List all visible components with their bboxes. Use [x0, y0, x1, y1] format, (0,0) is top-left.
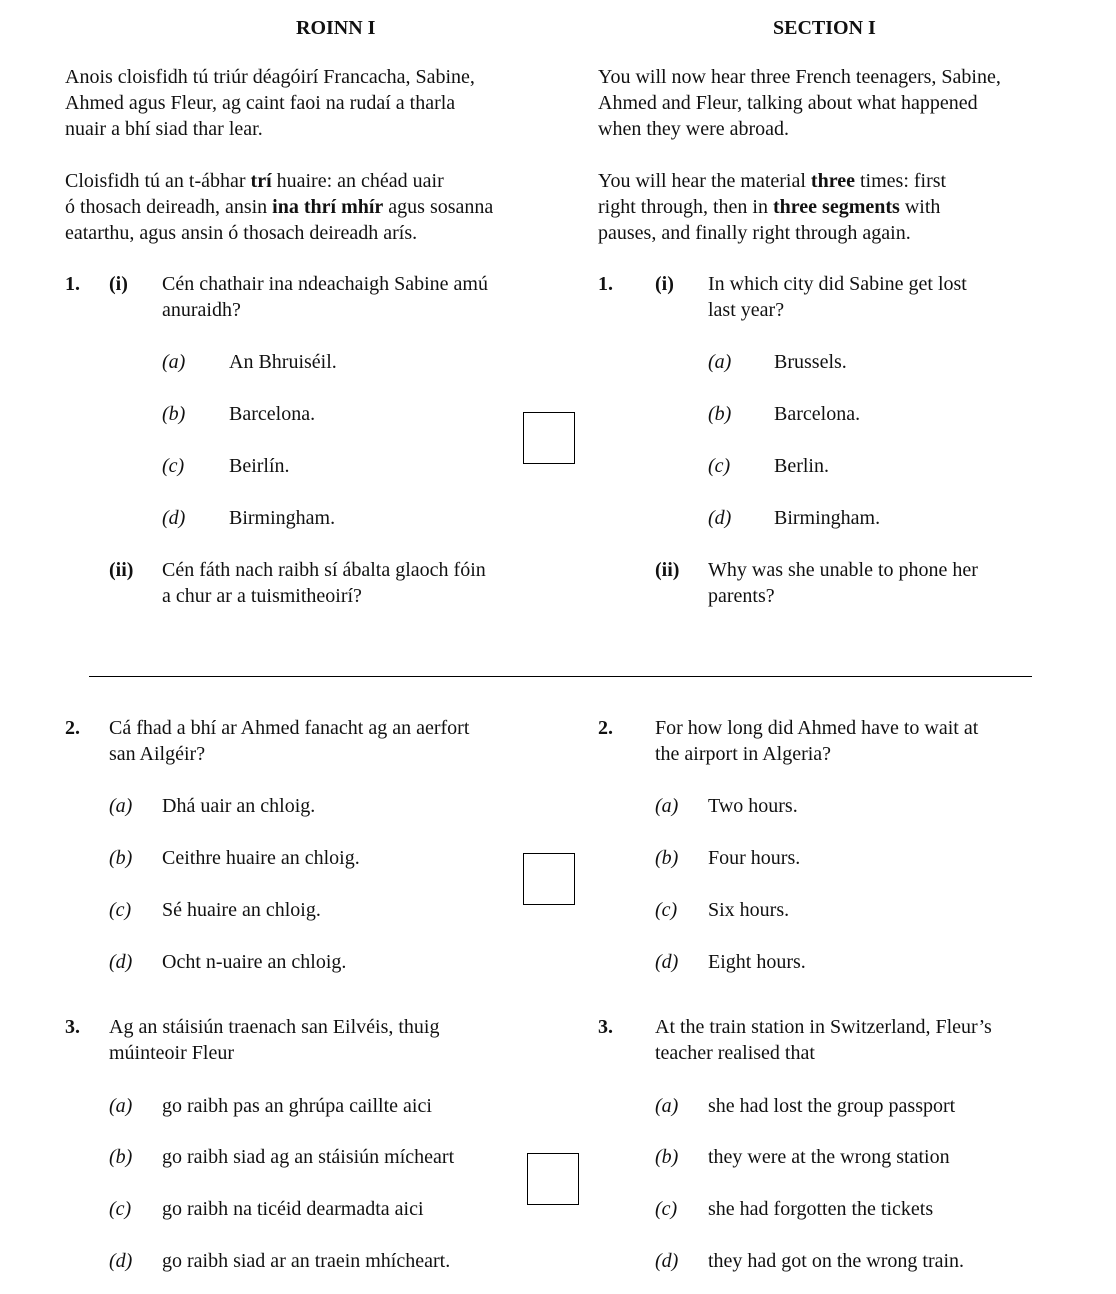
irish-q2-number: 2. [65, 717, 80, 739]
instr-text: Cloisfidh tú an t-ábhar [65, 170, 251, 192]
instr-text: huaire: an chéad uair [271, 170, 444, 192]
irish-q3-option-text: go raibh siad ar an traein mhícheart. [162, 1250, 451, 1272]
irish-q2-option-letter: (b) [109, 847, 133, 869]
irish-q3-question-line: Ag an stáisiún traenach san Eilvéis, thuig [109, 1016, 440, 1038]
english-q3-question-line: At the train station in Switzerland, Fleur’s [655, 1016, 992, 1038]
q2-answer-box[interactable] [523, 853, 575, 905]
irish-q1-number: 1. [65, 273, 80, 295]
english-q2-option-text: Eight hours. [708, 951, 806, 973]
irish-q2-question-line: Cá fhad a bhí ar Ahmed fanacht ag an aerfort [109, 717, 470, 739]
irish-q1-option-text: An Bhruiséil. [229, 351, 337, 373]
instr-text: right through, then in [598, 196, 773, 218]
irish-q1-part-ii-label: (ii) [109, 559, 134, 581]
english-section-heading: SECTION I [773, 17, 876, 39]
instr-emphasis: trí [250, 170, 272, 192]
english-intro-line: Ahmed and Fleur, talking about what happened [598, 92, 978, 114]
english-instructions-line-3: pauses, and finally right through again. [598, 222, 911, 244]
english-q2-option-letter: (a) [655, 795, 679, 817]
irish-q2-question-line: san Ailgéir? [109, 743, 206, 765]
irish-intro-line: Ahmed agus Fleur, ag caint faoi na rudaí a tharla [65, 92, 456, 114]
english-q1-option-letter: (a) [708, 351, 732, 373]
english-q3-number: 3. [598, 1016, 613, 1038]
q1-answer-box[interactable] [523, 412, 575, 464]
irish-q3-question-line: múinteoir Fleur [109, 1042, 234, 1064]
english-q2-number: 2. [598, 717, 613, 739]
irish-instructions-line-3: eatarthu, agus ansin ó thosach deireadh arís. [65, 222, 418, 244]
english-q2-option-letter: (d) [655, 951, 679, 973]
irish-q3-option-text: go raibh pas an ghrúpa caillte aici [162, 1095, 432, 1117]
irish-q3-option-text: go raibh siad ag an stáisiún mícheart [162, 1146, 455, 1168]
english-q1-option-text: Barcelona. [774, 403, 861, 425]
english-q2-option-text: Four hours. [708, 847, 801, 869]
irish-q2-option-text: Dhá uair an chloig. [162, 795, 316, 817]
english-q1-option-text: Birmingham. [774, 507, 881, 529]
q3-answer-box[interactable] [527, 1153, 579, 1205]
english-q3-option-letter: (c) [655, 1198, 678, 1220]
english-q3-option-letter: (a) [655, 1095, 679, 1117]
irish-q1-option-letter: (b) [162, 403, 186, 425]
english-q1-part-ii-line: Why was she unable to phone her [708, 559, 978, 581]
irish-intro-line: nuair a bhí siad thar lear. [65, 118, 263, 140]
english-q2-option-letter: (c) [655, 899, 678, 921]
instr-emphasis: three segments [772, 196, 900, 218]
instr-emphasis: ina thrí mhír [272, 196, 384, 218]
english-instructions-line-2 [598, 194, 940, 220]
irish-q3-number: 3. [65, 1016, 80, 1038]
irish-intro-line: Anois cloisfidh tú triúr déagóirí Francacha, Sabine, [65, 66, 475, 88]
irish-section-heading: ROINN I [296, 17, 376, 39]
irish-q1-part-ii-line: a chur ar a tuismitheoirí? [162, 585, 362, 607]
irish-q2-option-text: Ceithre huaire an chloig. [162, 847, 360, 869]
instr-text: agus sosanna [383, 196, 494, 218]
english-q1-number: 1. [598, 273, 613, 295]
english-q1-part-i-label: (i) [655, 273, 674, 295]
english-q1-part-i-line: In which city did Sabine get lost [708, 273, 967, 295]
section-divider [89, 676, 1032, 677]
english-q3-option-text: they were at the wrong station [708, 1146, 950, 1168]
instr-text: with [899, 196, 941, 218]
irish-q3-option-letter: (c) [109, 1198, 132, 1220]
irish-q1-option-letter: (c) [162, 455, 185, 477]
irish-q2-option-letter: (d) [109, 951, 133, 973]
irish-q2-option-text: Sé huaire an chloig. [162, 899, 321, 921]
irish-q1-part-i-line: anuraidh? [162, 299, 241, 321]
english-q1-option-text: Brussels. [774, 351, 847, 373]
irish-q2-option-letter: (a) [109, 795, 133, 817]
english-q1-option-letter: (b) [708, 403, 732, 425]
english-q3-option-text: she had lost the group passport [708, 1095, 956, 1117]
english-q1-option-letter: (d) [708, 507, 732, 529]
english-q1-part-i-line: last year? [708, 299, 785, 321]
english-intro-line: You will now hear three French teenagers, Sabine, [598, 66, 1001, 88]
irish-q3-option-letter: (d) [109, 1250, 133, 1272]
irish-q1-part-ii-line: Cén fáth nach raibh sí ábalta glaoch fóin [162, 559, 486, 581]
english-q2-option-text: Six hours. [708, 899, 790, 921]
english-q3-option-text: they had got on the wrong train. [708, 1250, 965, 1272]
english-q1-option-text: Berlin. [774, 455, 829, 477]
irish-instructions-line-1 [65, 168, 444, 194]
english-q3-option-letter: (d) [655, 1250, 679, 1272]
english-q2-question-line: For how long did Ahmed have to wait at [655, 717, 979, 739]
instr-text: times: first [854, 170, 947, 192]
english-q3-option-letter: (b) [655, 1146, 679, 1168]
irish-q1-part-i-line: Cén chathair ina ndeachaigh Sabine amú [162, 273, 488, 295]
irish-q3-option-letter: (a) [109, 1095, 133, 1117]
irish-q1-option-letter: (a) [162, 351, 186, 373]
irish-q3-option-letter: (b) [109, 1146, 133, 1168]
instr-text: You will hear the material [598, 170, 811, 192]
instr-text: ó thosach deireadh, ansin [65, 196, 273, 218]
english-intro-line: when they were abroad. [598, 118, 790, 140]
irish-q1-option-text: Barcelona. [229, 403, 316, 425]
irish-q1-option-text: Beirlín. [229, 455, 290, 477]
english-q1-part-ii-line: parents? [708, 585, 775, 607]
irish-instructions-line-2 [65, 194, 493, 220]
irish-q3-option-text: go raibh na ticéid dearmadta aici [162, 1198, 424, 1220]
english-q3-question-line: teacher realised that [655, 1042, 815, 1064]
english-q1-option-letter: (c) [708, 455, 731, 477]
english-instructions-line-1 [598, 168, 946, 194]
english-q2-option-text: Two hours. [708, 795, 798, 817]
english-q1-part-ii-label: (ii) [655, 559, 680, 581]
english-q2-option-letter: (b) [655, 847, 679, 869]
irish-q1-option-letter: (d) [162, 507, 186, 529]
irish-q2-option-text: Ocht n-uaire an chloig. [162, 951, 347, 973]
irish-q1-option-text: Birmingham. [229, 507, 336, 529]
english-q3-option-text: she had forgotten the tickets [708, 1198, 934, 1220]
irish-q1-part-i-label: (i) [109, 273, 128, 295]
english-q2-question-line: the airport in Algeria? [655, 743, 832, 765]
irish-q2-option-letter: (c) [109, 899, 132, 921]
instr-emphasis: three [810, 170, 855, 192]
